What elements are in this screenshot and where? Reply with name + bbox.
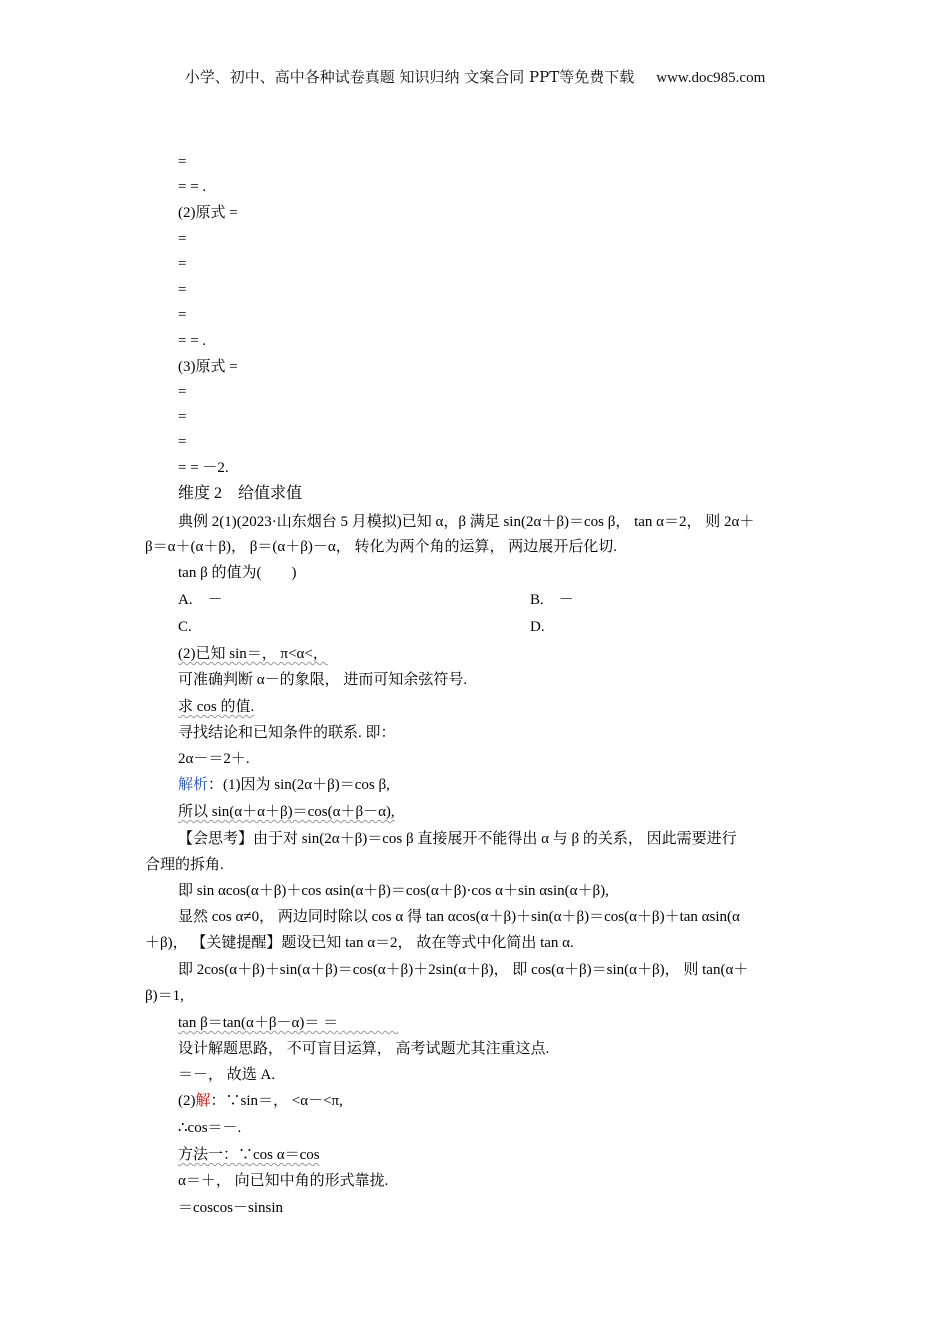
solution-line: 即 2cos(α＋β)＋sin(α＋β)＝cos(α＋β)＋2sin(α＋β)， 即 cos(α＋β)＝sin(α＋β)， 则 tan(α＋ <box>178 962 749 978</box>
equation-line: = = . <box>178 179 207 195</box>
solution-line: 解析：(1)因为 sin(2α＋β)＝cos β, <box>178 777 390 793</box>
solution-label: 解析 <box>178 777 209 793</box>
solution-line: ＝－， 故选 A. <box>178 1067 276 1083</box>
solution-line: 方法一：∵cos α＝cos <box>178 1147 320 1163</box>
equation-line: = = －2. <box>178 460 229 476</box>
solution-line: β)＝1, <box>145 988 184 1004</box>
solution-line: 合理的拆角. <box>145 857 224 873</box>
solution-line: ∴cos＝－. <box>178 1120 242 1136</box>
example-line <box>178 644 328 664</box>
equation-line: (2)原式 = <box>178 205 238 221</box>
section-heading: 维度 2 给值求值 <box>178 485 303 502</box>
equation-line: = <box>178 231 187 247</box>
equation-line: = <box>178 434 187 450</box>
option-c: C. <box>178 619 192 635</box>
example-line <box>178 697 254 717</box>
solution-line: ＝coscos－sinsin <box>178 1200 284 1216</box>
wavy-annotation: (2)已知 sin＝， π<α<， <box>178 646 328 662</box>
equation-line: = <box>178 282 187 298</box>
equation-line: = <box>178 256 187 272</box>
example-line: β＝α＋(α＋β)， β＝(α＋β)－α， 转化为两个角的运算， 两边展开后化切. <box>145 539 617 555</box>
wavy-annotation: 求 cos 的值. <box>178 699 255 715</box>
example-question: tan β 的值为( ) <box>178 565 297 581</box>
solution-line: 即 sin αcos(α＋β)＋cos αsin(α＋β)＝cos(α＋β)·cos α＋sin αsin(α＋β), <box>178 883 609 899</box>
solution-line: 【会思考】由于对 sin(2α＋β)＝cos β 直接展开不能得出 α 与 β 的关系， 因此需要进行 <box>178 831 737 847</box>
option-b: B. － <box>530 592 574 608</box>
equation-line: = = . <box>178 333 207 349</box>
equation-line: = <box>178 384 187 400</box>
example-line: 典例 2(1)(2023·山东烟台 5 月模拟)已知 α，β 满足 sin(2α＋β)＝cos β， tan α＝2， 则 2α＋ <box>178 514 755 530</box>
option-d: D. <box>530 619 545 635</box>
example-line: 2α－＝2＋. <box>178 751 250 767</box>
equation-line: (3)原式 = <box>178 359 238 375</box>
equation-line: = <box>178 154 187 170</box>
solution-line: (2)解：∵sin＝， <α－<π, <box>178 1093 343 1109</box>
example-line: 寻找结论和已知条件的联系. 即： <box>178 725 396 741</box>
header-title: 小学、初中、高中各种试卷真题 知识归纳 文案合同 PPT等免费下载 <box>184 68 635 86</box>
solution-label-2: 解 <box>195 1093 211 1109</box>
example-line: 可准确判断 α－的象限， 进而可知余弦符号. <box>178 672 468 688</box>
equation-line: = <box>178 307 187 323</box>
page-header <box>0 66 950 87</box>
solution-line: tan β＝tan(α＋β－α)＝ ＝ <box>178 1015 339 1031</box>
solution-line: ＋β)， 【关键提醒】题设已知 tan α＝2， 故在等式中化简出 tan α. <box>145 935 574 951</box>
header-url[interactable]: www.doc985.com <box>656 70 766 86</box>
solution-line: α＝＋， 向已知中角的形式靠拢. <box>178 1173 389 1189</box>
solution-line: 所以 sin(α＋α＋β)＝cos(α＋β－α), <box>178 804 395 820</box>
solution-line: 设计解题思路， 不可盲目运算， 高考试题尤其注重这点. <box>178 1041 550 1057</box>
option-a: A. － <box>178 592 223 608</box>
solution-line: 显然 cos α≠0， 两边同时除以 cos α 得 tan αcos(α＋β)＋sin(α＋β)＝cos(α＋β)＋tan αsin(α <box>178 909 740 925</box>
equation-line: = <box>178 409 187 425</box>
